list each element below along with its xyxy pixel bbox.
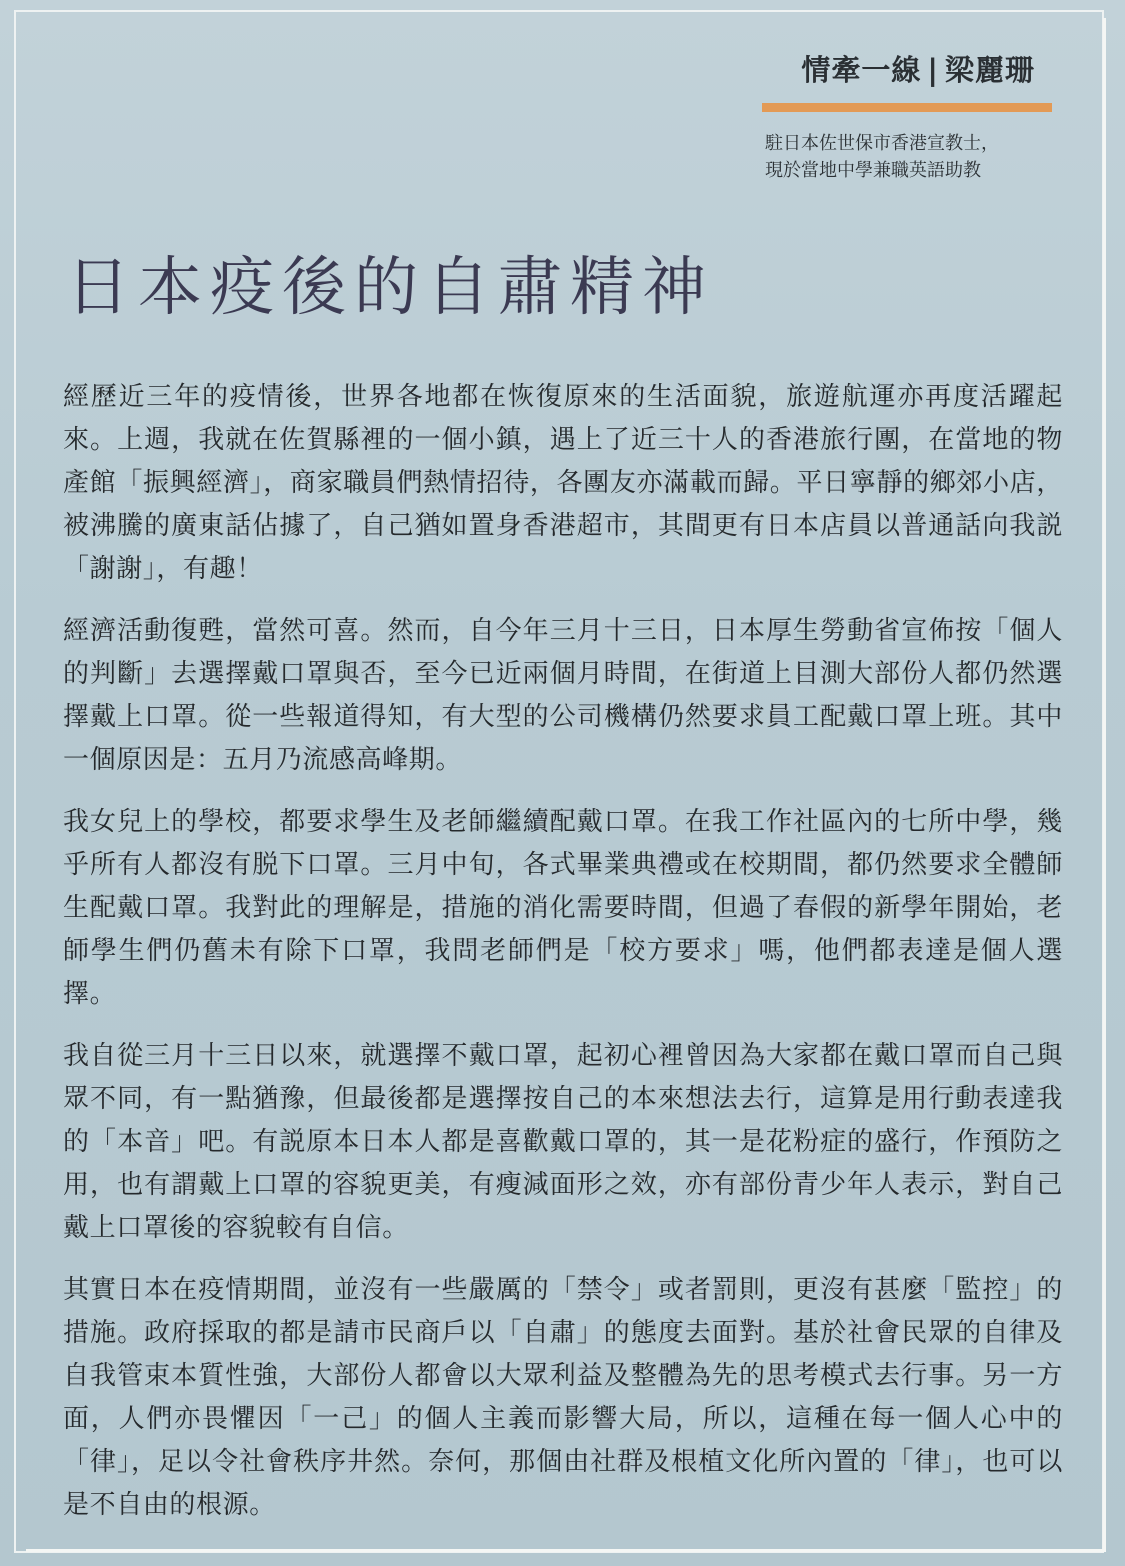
article-paragraph: 經歷近三年的疫情後，世界各地都在恢復原來的生活面貌，旅遊航運亦再度活躍起來。上週，我就在佐賀縣裡的一個小鎮，遇上了近三十人的香港旅行團，在當地的物產館「振興經濟」，商家職員們熱情招待，各團友亦滿載而歸。平日寧靜的鄉郊小店，被沸騰的廣東話佔據了，自己猶如置身香港超市，其間更有日本店員以普通話向我説「謝謝」，有趣！ xyxy=(63,382,1063,584)
column-header xyxy=(801,52,1035,88)
author-bio-line: 現於當地中學兼職英語助教 xyxy=(765,160,981,181)
column-title xyxy=(801,52,1035,88)
article-paragraph: 其實日本在疫情期間，並沒有一些嚴厲的「禁令」或者罰則，更沒有甚麼「監控」的措施。政府採取的都是請市民商戶以「自肅」的態度去面對。基於社會民眾的自律及自我管束本質性強，大部份人都會以大眾利益及整體為先的思考模式去行事。另一方面，人們亦畏懼因「一己」的個人主義而影響大局，所以，這種在每一個人心中的「律」，足以令社會秩序井然。奈何，那個由社群及根植文化所內置的「律」，也可以是不自由的根源。 xyxy=(63,1275,1063,1520)
article-paragraph: 我自從三月十三日以來，就選擇不戴口罩，起初心裡曾因為大家都在戴口罩而自己與眾不同，有一點猶豫，但最後都是選擇按自己的本來想法去行，這算是用行動表達我的「本音」吧。有説原本日本人都是喜歡戴口罩的，其一是花粉症的盛行，作預防之用，也有謂戴上口罩的容貌更美，有瘦減面形之效，亦有部份青少年人表示，對自己戴上口罩後的容貌較有自信。 xyxy=(63,1041,1063,1243)
article-title: 日本疫後的自肅精神 xyxy=(66,251,714,325)
header-accent-rule xyxy=(762,103,1052,112)
column-author: 梁麗珊 xyxy=(944,53,1035,87)
column-separator: | xyxy=(927,53,939,87)
author-bio xyxy=(765,130,999,184)
author-bio-line: 駐日本佐世保市香港宣教士， xyxy=(765,133,999,154)
article-paragraph: 我女兒上的學校，都要求學生及老師繼續配戴口罩。在我工作社區內的七所中學，幾乎所有人都沒有脱下口罩。三月中旬，各式畢業典禮或在校期間，都仍然要求全體師生配戴口罩。我對此的理解是，措施的消化需要時間，但過了春假的新學年開始，老師學生們仍舊未有除下口罩，我問老師們是「校方要求」嗎，他們都表達是個人選擇。 xyxy=(63,807,1063,1009)
column-name: 情牽一線 xyxy=(801,53,922,87)
article-paragraph: 經濟活動復甦，當然可喜。然而，自今年三月十三日，日本厚生勞動省宣佈按「個人的判斷」去選擇戴口罩與否，至今已近兩個月時間，在街道上目測大部份人都仍然選擇戴上口罩。從一些報道得知，有大型的公司機構仍然要求員工配戴口罩上班。其中一個原因是：五月乃流感高峰期。 xyxy=(63,616,1063,775)
article-body xyxy=(63,376,1063,1546)
